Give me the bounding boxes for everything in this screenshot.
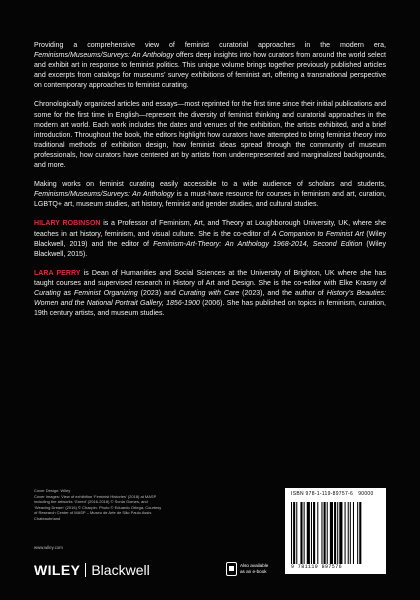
barcode-bar [324, 502, 326, 564]
barcode-bar [296, 502, 297, 564]
barcode-bar [359, 502, 361, 564]
barcode-bar [345, 502, 346, 564]
author-name: LARA PERRY [34, 269, 81, 277]
barcode-bar [334, 502, 336, 564]
barcode-digits: 9 781119 897576 [291, 564, 343, 570]
barcode-bar [350, 502, 351, 564]
author-name: HILARY ROBINSON [34, 220, 101, 228]
isbn-barcode [285, 488, 386, 574]
book-title: Feminisms/Museums/Surveys: An Anthology [34, 52, 174, 60]
barcode-bar [348, 502, 349, 564]
barcode-bar [311, 502, 312, 564]
ebook-device-icon [226, 562, 237, 576]
barcode-bar [304, 502, 305, 564]
barcode-bar [353, 502, 354, 564]
isbn-label: ISBN 978-1-119-89757-6 90000 [291, 491, 374, 497]
publisher-logo [34, 562, 150, 578]
description-text [34, 41, 386, 328]
website-url[interactable]: www.wiley.com [34, 545, 63, 550]
logo-divider [85, 563, 86, 577]
author-bio-robinson: HILARY ROBINSON is a Professor of Feminism, Art, and Theory at Loughborough University, UK, where she teaches in art history, feminism, and visual culture. She is the co-editor of A Companion to Feminist Art (Wiley Blackwell, 2019) and the editor of Feminism-Art-Theory: An Anthology 1968-2014, Second Edition (Wiley Blackwell, 2015). [34, 220, 387, 258]
ebook-badge: Also available as an e-book [226, 562, 274, 576]
publisher-mark: WILEY [34, 562, 81, 578]
barcode-bar [300, 502, 302, 564]
barcode-bar [307, 502, 310, 564]
barcode-bar [339, 502, 342, 564]
barcode-bar [337, 502, 338, 564]
description-paragraph-2: Chronologically organized articles and essays—most reprinted for the first time since their initial publications and some for the first time in English—represent the diversity of feminist thinking and curatorial approaches in the modern art world. Each work includes the dates and venues of the exhibition, the artists exhibited, and a brief introduction. Throughout the book, the editors highlight how curators have attempted to bring feminist theory into traditional methods of exhibition design, how feminist ideas spread through the community of museum professionals, how curators have centered art by artists from underrepresented and marginalized backgrounds, and more. [34, 101, 386, 170]
barcode-bar [357, 502, 358, 564]
price-code: 90000 [358, 491, 374, 497]
description-paragraph-1: Providing a comprehensive view of feminist curatorial approaches in the modern era, Feminisms/Museums/Surveys: An Anthology offers deep insights into how curators from around the world select and exhibit art in response to feminist politics. This unique volume brings together previously published articles and excerpts from catalogs for museums’ survey exhibitions of feminist art, offering a transnational perspective on contemporary approaches to feminist curating. [34, 42, 386, 90]
barcode-bar [321, 502, 322, 564]
barcode-bar [330, 502, 333, 564]
barcode-bar [293, 502, 295, 564]
barcode-bar [291, 502, 292, 564]
book-title: Feminisms/Museums/Surveys: An Anthology [34, 191, 175, 199]
barcode-bar [313, 502, 315, 564]
publisher-imprint: Blackwell [91, 562, 150, 578]
author-bio-perry: LARA PERRY is Dean of Humanities and Social Sciences at the University of Brighton, UK where she has taught courses and supervised research in History of Art and Design. She is the co-editor with Elke Krasny of Curating as Feminist Organizing (2023) and Curating with Care (2023), and the author of History’s Beauties: Women and the National Portrait Gallery, 1856-1900 (2006). She has published on topics in feminism, curation, 19th century artists, and museum studies. [34, 269, 386, 318]
barcode-bars [291, 502, 380, 564]
cover-credits: Cover Design: Wiley Cover Images: View of exhibition ‘Feminist Histories’ (2018) at MASP including the artworks ‘Greed’ (2016-2018) © Sonia Gomes, and ‘Weaving Dream’ (2016) © Chacpin. Photo © Eduardo Ortega, Courtesy of Research Center of MASP – Museu de Arte de São Paulo Assis Chateaubriand [34, 488, 162, 521]
barcode-bar [317, 502, 318, 564]
barcode-bar [327, 502, 328, 564]
description-paragraph-3: Making works on feminist curating easily accessible to a wide audience of scholars and students, Feminisms/Museums/Surveys: An Anthology is a must-have resource for courses in feminism and art, curation, LGBTQ+ art, museum studies, art history, feminist and gender studies, and cultural studies. [34, 181, 386, 209]
